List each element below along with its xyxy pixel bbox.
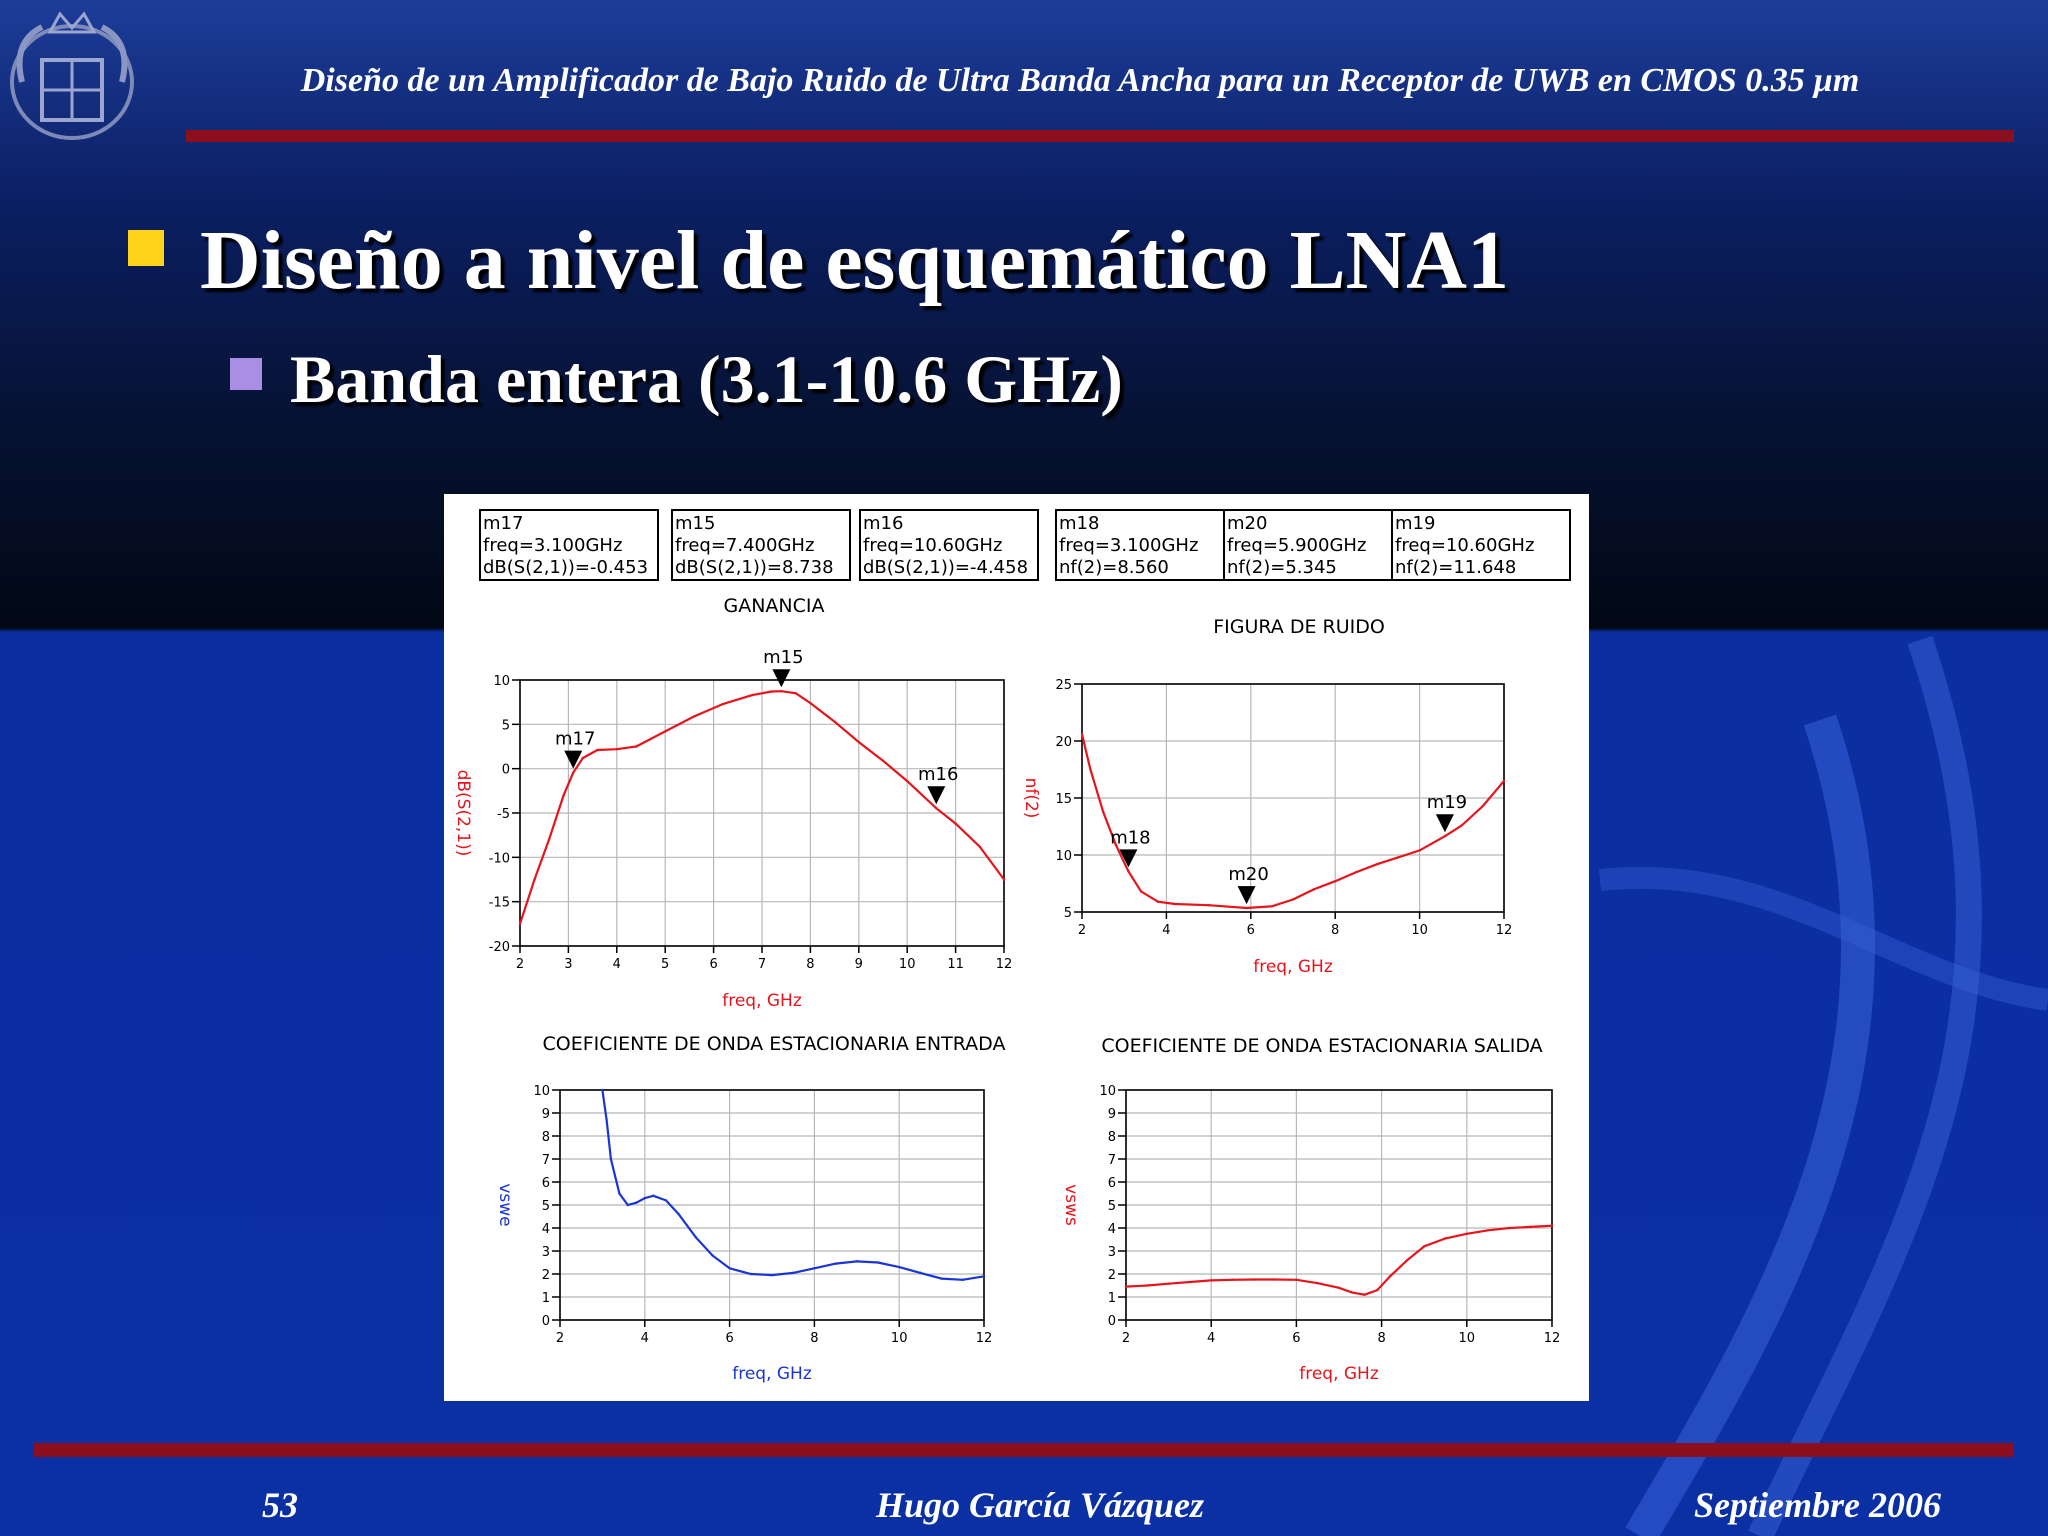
y-tick-label: 2 — [1107, 1268, 1116, 1283]
data-point — [940, 1277, 942, 1279]
data-point — [1389, 1275, 1391, 1277]
data-point — [1423, 1245, 1425, 1247]
marker-readout-name: m18 — [1059, 513, 1100, 534]
y-axis-label: nf(2) — [1021, 777, 1041, 819]
x-tick-label: 2 — [555, 1331, 565, 1346]
data-point — [780, 690, 782, 692]
data-point — [1376, 1289, 1378, 1291]
data-point — [1089, 768, 1091, 770]
marker-readout-freq: freq=10.60GHz — [1395, 535, 1535, 556]
data-point — [1167, 1282, 1169, 1284]
y-tick-label: -15 — [488, 895, 510, 911]
data-point — [1461, 824, 1463, 826]
data-point — [1146, 1284, 1148, 1286]
data-point — [1157, 901, 1159, 903]
x-tick-label: 10 — [1458, 1331, 1476, 1346]
data-point — [882, 759, 884, 761]
data-point — [1231, 1279, 1233, 1281]
marker-readout-freq: freq=5.900GHz — [1227, 535, 1367, 556]
y-tick-label: 10 — [1055, 849, 1072, 864]
sub-bullet-square-icon — [230, 358, 262, 390]
chart-title: FIGURA DE RUIDO — [1213, 616, 1385, 638]
marker-triangle-icon — [564, 751, 582, 769]
y-tick-label: 5 — [1107, 1199, 1116, 1214]
data-point — [1376, 863, 1378, 865]
y-tick-label: 7 — [1107, 1153, 1116, 1168]
marker-label: m18 — [1110, 827, 1151, 849]
x-tick-label: 9 — [854, 957, 863, 972]
marker-label: m16 — [918, 764, 959, 786]
data-point — [1102, 810, 1104, 812]
data-point — [664, 730, 666, 732]
data-point — [601, 1089, 603, 1091]
data-point — [1207, 904, 1209, 906]
data-point — [1140, 890, 1142, 892]
marker-readout-value: nf(2)=11.648 — [1395, 557, 1517, 578]
x-tick-label: 12 — [995, 957, 1013, 972]
data-point — [983, 1275, 985, 1277]
y-tick-label: 1 — [1107, 1291, 1116, 1306]
data-point — [548, 838, 550, 840]
y-tick-label: 25 — [1055, 678, 1072, 693]
data-point — [770, 690, 772, 692]
marker-label: m15 — [763, 647, 804, 669]
x-tick-label: 10 — [898, 957, 916, 972]
x-tick-label: 4 — [612, 957, 621, 972]
y-tick-label: 0 — [1107, 1314, 1116, 1329]
x-tick-label: 12 — [1543, 1331, 1561, 1346]
y-tick-label: -10 — [488, 851, 510, 867]
x-tick-label: 3 — [564, 957, 573, 972]
data-point — [935, 807, 937, 809]
header-title: Diseño de un Amplificador de Bajo Ruido de Ultra Banda Ancha para un Receptor de UWB en CMOS 0.35 µm — [300, 62, 1860, 99]
data-point — [750, 1273, 752, 1275]
y-tick-label: 8 — [541, 1130, 550, 1145]
y-tick-label: 0 — [501, 762, 510, 778]
university-crest-logo — [2, 2, 142, 152]
marker-label: m17 — [555, 728, 596, 750]
y-tick-label: 5 — [501, 718, 510, 734]
series-line — [1126, 1226, 1552, 1295]
chart-title: GANANCIA — [723, 595, 825, 617]
data-point — [1003, 878, 1005, 880]
y-tick-label: 3 — [541, 1245, 550, 1260]
data-point — [1355, 871, 1357, 873]
x-axis-label: freq, GHz — [722, 991, 802, 1011]
data-point — [728, 1267, 730, 1269]
marker-triangle-icon — [1238, 886, 1256, 904]
y-axis-label: dB(S(2,1)) — [453, 769, 473, 857]
data-point — [751, 694, 753, 696]
x-tick-label: 12 — [975, 1331, 993, 1346]
data-point — [834, 1262, 836, 1264]
data-point — [627, 1204, 629, 1206]
y-tick-label: 10 — [1099, 1084, 1116, 1099]
charts-svg — [444, 494, 1589, 1401]
bullet-square-icon — [128, 230, 164, 266]
data-point — [919, 1272, 921, 1274]
data-point — [1444, 835, 1446, 837]
chart-title: COEFICIENTE DE ONDA ESTACIONARIA ENTRADA — [542, 1033, 1006, 1055]
data-point — [1189, 1281, 1191, 1283]
y-tick-label: -20 — [488, 940, 510, 955]
data-point — [618, 1192, 620, 1194]
data-point — [1274, 1278, 1276, 1280]
data-point — [856, 1260, 858, 1262]
x-tick-label: 10 — [890, 1331, 908, 1346]
data-point — [665, 1199, 667, 1201]
simulation-results-panel — [444, 494, 1589, 1401]
x-tick-label: 2 — [1121, 1331, 1131, 1346]
marker-readout-freq: freq=3.100GHz — [1059, 535, 1199, 556]
marker-readout-name: m19 — [1395, 513, 1436, 534]
data-point — [1271, 905, 1273, 907]
y-tick-label: 4 — [541, 1222, 550, 1237]
data-point — [582, 757, 584, 759]
data-point — [1530, 1226, 1532, 1228]
footer-author: Hugo García Vázquez — [876, 1485, 1205, 1525]
x-tick-label: 8 — [810, 1331, 819, 1346]
x-tick-label: 2 — [515, 957, 525, 972]
data-point — [652, 1195, 654, 1197]
marker-readout-name: m16 — [863, 513, 904, 534]
y-tick-label: 20 — [1055, 735, 1072, 750]
data-point — [1334, 880, 1336, 882]
data-point — [1363, 1294, 1365, 1296]
data-point — [572, 771, 574, 773]
x-tick-label: 8 — [1377, 1331, 1386, 1346]
data-point — [979, 845, 981, 847]
marker-readout-freq: freq=3.100GHz — [483, 535, 623, 556]
marker-readout-value: dB(S(2,1))=-4.458 — [863, 557, 1029, 578]
data-point — [596, 749, 598, 751]
y-tick-label: 10 — [493, 674, 510, 689]
marker-triangle-icon — [772, 669, 790, 687]
data-point — [1253, 1278, 1255, 1280]
marker-readout-value: nf(2)=8.560 — [1059, 557, 1169, 578]
marker-readout-freq: freq=7.400GHz — [675, 535, 815, 556]
data-point — [635, 745, 637, 747]
slide-subtitle: Banda entera (3.1-10.6 GHz) — [290, 341, 1123, 417]
marker-readout-name: m17 — [483, 513, 524, 534]
data-point — [898, 1266, 900, 1268]
data-point — [1487, 1229, 1489, 1231]
y-tick-label: 3 — [1107, 1245, 1116, 1260]
data-point — [616, 748, 618, 750]
data-point — [1127, 870, 1129, 872]
data-point — [605, 1119, 607, 1121]
data-point — [1551, 1225, 1553, 1227]
data-point — [533, 878, 535, 880]
data-point — [1466, 1233, 1468, 1235]
data-point — [795, 692, 797, 694]
x-axis-label: freq, GHz — [732, 1364, 812, 1384]
data-point — [809, 702, 811, 704]
x-axis-label: freq, GHz — [1299, 1364, 1379, 1384]
data-point — [1174, 903, 1176, 905]
data-point — [877, 1261, 879, 1263]
y-tick-label: 5 — [1063, 906, 1072, 921]
y-tick-label: -5 — [497, 807, 510, 822]
data-point — [610, 1158, 612, 1160]
y-tick-label: 9 — [541, 1107, 550, 1122]
data-point — [562, 794, 564, 796]
y-tick-label: 6 — [541, 1176, 550, 1191]
marker-readout-value: dB(S(2,1))=8.738 — [675, 557, 834, 578]
marker-readout-value: nf(2)=5.345 — [1227, 557, 1337, 578]
data-point — [635, 1202, 637, 1204]
footer-divider — [34, 1443, 2014, 1457]
marker-label: m19 — [1426, 792, 1468, 814]
y-axis-label: vsws — [1061, 1184, 1081, 1226]
data-point — [1418, 849, 1420, 851]
marker-readout-freq: freq=10.60GHz — [863, 535, 1003, 556]
data-point — [813, 1267, 815, 1269]
y-tick-label: 7 — [541, 1153, 550, 1168]
x-tick-label: 4 — [1162, 923, 1171, 938]
y-tick-label: 0 — [541, 1314, 550, 1329]
data-point — [1397, 856, 1399, 858]
data-point — [1338, 1287, 1340, 1289]
marker-label: m20 — [1228, 864, 1269, 886]
data-point — [1503, 780, 1505, 782]
x-tick-label: 11 — [947, 957, 964, 972]
data-point — [722, 703, 724, 705]
header-divider — [186, 130, 2014, 142]
data-point — [1125, 1285, 1127, 1287]
x-tick-label: 5 — [661, 957, 670, 972]
x-tick-label: 6 — [709, 957, 718, 972]
data-point — [1313, 888, 1315, 890]
marker-readout-name: m20 — [1227, 513, 1268, 534]
data-point — [1081, 733, 1083, 735]
x-tick-label: 6 — [725, 1331, 734, 1346]
data-point — [693, 715, 695, 717]
slide-title: Diseño a nivel de esquemático LNA1 — [200, 214, 1509, 307]
x-tick-label: 8 — [1331, 923, 1340, 938]
y-tick-label: 15 — [1055, 792, 1072, 807]
data-point — [1245, 907, 1247, 909]
x-axis-label: freq, GHz — [1253, 957, 1333, 977]
data-point — [1508, 1227, 1510, 1229]
data-point — [519, 923, 521, 925]
y-axis-label: vswe — [495, 1183, 515, 1227]
data-point — [1292, 898, 1294, 900]
data-point — [1295, 1279, 1297, 1281]
data-point — [906, 780, 908, 782]
data-point — [954, 822, 956, 824]
x-tick-label: 4 — [1207, 1331, 1216, 1346]
y-tick-label: 8 — [1107, 1130, 1116, 1145]
data-point — [1444, 1237, 1446, 1239]
data-point — [678, 1213, 680, 1215]
data-point — [694, 1236, 696, 1238]
y-tick-label: 4 — [1107, 1222, 1116, 1237]
data-point — [771, 1274, 773, 1276]
x-tick-label: 6 — [1246, 923, 1255, 938]
data-point — [1317, 1282, 1319, 1284]
marker-readout-value: dB(S(2,1))=-0.453 — [483, 557, 649, 578]
y-tick-label: 10 — [533, 1084, 550, 1099]
data-point — [962, 1279, 964, 1281]
data-point — [1210, 1279, 1212, 1281]
data-point — [711, 1254, 713, 1256]
page-number: 53 — [262, 1485, 298, 1525]
data-point — [1406, 1259, 1408, 1261]
data-point — [1351, 1291, 1353, 1293]
data-point — [833, 720, 835, 722]
x-tick-label: 4 — [640, 1331, 649, 1346]
marker-triangle-icon — [1436, 814, 1454, 832]
x-tick-label: 10 — [1411, 923, 1428, 938]
data-point — [858, 741, 860, 743]
x-tick-label: 12 — [1495, 923, 1513, 938]
data-point — [1482, 805, 1484, 807]
x-tick-label: 2 — [1077, 923, 1087, 938]
data-point — [792, 1272, 794, 1274]
marker-readout-name: m15 — [675, 513, 716, 534]
y-tick-label: 5 — [541, 1199, 550, 1214]
chart-title: COEFICIENTE DE ONDA ESTACIONARIA SALIDA — [1101, 1035, 1543, 1057]
x-tick-label: 8 — [806, 957, 815, 972]
data-point — [644, 1197, 646, 1199]
y-tick-label: 1 — [541, 1291, 550, 1306]
x-tick-label: 6 — [1292, 1331, 1301, 1346]
footer-date: Septiembre 2006 — [1694, 1485, 1941, 1525]
y-tick-label: 2 — [541, 1268, 550, 1283]
x-tick-label: 7 — [757, 957, 767, 972]
y-tick-label: 9 — [1107, 1107, 1116, 1122]
y-tick-label: 6 — [1107, 1176, 1116, 1191]
